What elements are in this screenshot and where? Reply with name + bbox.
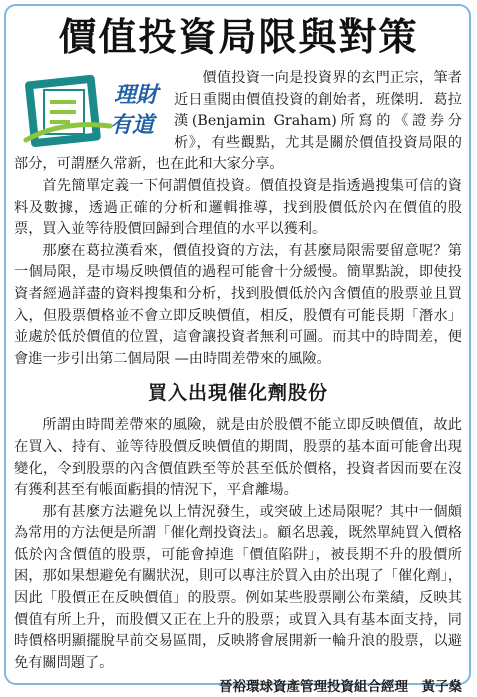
byline: 晉裕環球資產管理投資組合經理 黃子燊 <box>219 679 462 696</box>
paragraph: 價值投資一向是投資界的玄門正宗，筆者近日重閱由價值投資的創始者，班傑明．葛拉漢(Benjamin Graham)所寫的《證券分析》，有些觀點，尤其是關於價值投資局限的部分，可謂歷久常新，也在此和大家分享。 <box>14 70 462 173</box>
article-body <box>14 68 462 697</box>
paragraph: 所謂由時間差帶來的風險，就是由於股價不能立即反映價值，故此在買入、持有、並等待股價反映價值的期間，股票的基本面可能會出現變化，令到股票的內含價值跌至等於甚至低於價格，投資者因而要在沒有獲利甚至有帳面虧損的情況下，平倉離場。 <box>14 417 462 499</box>
headline: 價值投資局限與對策 <box>58 15 419 59</box>
subheading: 買入出現催化劑股份 <box>147 382 328 405</box>
logo-text-line1: 理財 <box>113 83 159 108</box>
logo-text-line2: 有道 <box>109 113 155 138</box>
paragraph: 那麼在葛拉漢看來，價值投資的方法，有甚麼局限需要留意呢？第一個局限，是市場反映價值的過程可能會十分緩慢。簡單點說，即使投資者經過詳盡的資料搜集和分析，找到股價低於內含價值的股票並且買入，但股票價格並不會立即反映價值，相反，股價有可能長期「潛水」並處於低於價值的位置，這會讓投資者無利可圖。而其中的時間差，便會進一步引出第二個局限 —由時間差帶來的風險。 <box>14 242 462 367</box>
logo-spacer <box>14 68 174 154</box>
paragraph: 首先簡單定義一下何謂價值投資。價值投資是指透過搜集可信的資料及數據，透過正確的分析和邏輯推導，找到股價低於內在價值的股票，買入並等待股價回歸到合理值的水平以獲利。 <box>14 177 462 238</box>
paragraph: 那有甚麼方法避免以上情況發生，或突破上述局限呢？其中一個頗為常用的方法便是所謂「催化劑投資法」。顧名思義，既然單純買入價格低於內含價值的股票，可能會掉進「價值陷阱」，被長期不升的股價所困，那如果想避免有關狀況，則可以專注於買入由於出現了「催化劑」，因此「股價正在反映價值」的股票。例如某些股票剛公布業績，反映其價值有所上升，而股價又正在上升的股票；或買入具有基本面支持，同時價格明顯擺脫早前交易區間，反映將會展開新一輪升浪的股票，以避免有關問題了。 <box>14 503 462 671</box>
